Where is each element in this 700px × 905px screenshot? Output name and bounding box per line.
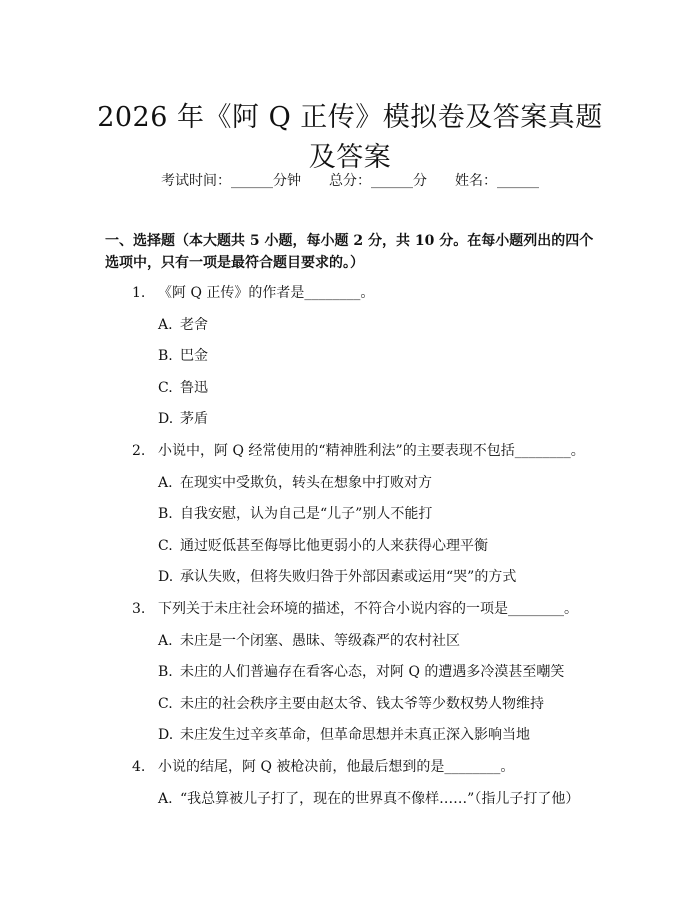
option-text: 通过贬低甚至侮辱比他更弱小的人来获得心理平衡 bbox=[180, 538, 488, 554]
option-letter: C. bbox=[158, 696, 173, 712]
option-text: 未庄发生过辛亥革命，但革命思想并未真正深入影响当地 bbox=[180, 727, 530, 743]
question-3-option-a bbox=[158, 631, 460, 651]
option-letter: D. bbox=[158, 569, 174, 585]
question-3-option-d bbox=[158, 725, 530, 745]
exam-time-field: 考试时间：______分钟 bbox=[161, 173, 301, 189]
question-number: 4. bbox=[132, 759, 146, 775]
question-4 bbox=[132, 757, 514, 777]
option-letter: C. bbox=[158, 380, 173, 396]
option-letter: B. bbox=[158, 664, 173, 680]
question-2 bbox=[132, 441, 585, 461]
question-text: 小说的结尾，阿 Q 被枪决前，他最后想到的是________。 bbox=[158, 759, 515, 775]
option-letter: A. bbox=[158, 791, 173, 807]
question-number: 3. bbox=[132, 601, 146, 617]
question-3-option-c bbox=[158, 694, 544, 714]
question-1-option-d bbox=[158, 409, 208, 429]
option-text: 未庄的人们普遍存在看客心态，对阿 Q 的遭遇多冷漠甚至嘲笑 bbox=[180, 664, 565, 680]
question-2-option-b bbox=[158, 504, 432, 524]
option-text: 未庄的社会秩序主要由赵太爷、钱太爷等少数权势人物维持 bbox=[180, 696, 544, 712]
option-text: 自我安慰，认为自己是“儿子”别人不能打 bbox=[180, 506, 433, 522]
total-score-field: 总分：______分 bbox=[329, 173, 427, 189]
option-text: 未庄是一个闭塞、愚昧、等级森严的农村社区 bbox=[180, 633, 460, 649]
exam-info-line bbox=[0, 170, 700, 190]
option-letter: B. bbox=[158, 348, 173, 364]
student-name-field: 姓名：______ bbox=[455, 173, 539, 189]
option-letter: D. bbox=[158, 411, 174, 427]
option-letter: B. bbox=[158, 506, 173, 522]
question-2-option-c bbox=[158, 536, 488, 556]
question-1-option-a bbox=[158, 315, 208, 335]
question-2-option-d bbox=[158, 567, 516, 587]
question-3 bbox=[132, 599, 578, 619]
option-text: 巴金 bbox=[180, 348, 208, 364]
document-title: 2026 年《阿 Q 正传》模拟卷及答案真题及答案 bbox=[97, 102, 603, 174]
option-text: 在现实中受欺负，转头在想象中打败对方 bbox=[180, 475, 432, 491]
option-text: “我总算被儿子打了，现在的世界真不像样……”（指儿子打了他） bbox=[180, 791, 580, 807]
question-2-option-a bbox=[158, 473, 432, 493]
option-letter: A. bbox=[158, 475, 173, 491]
option-text: 鲁迅 bbox=[180, 380, 208, 396]
question-text: 《阿 Q 正传》的作者是________。 bbox=[158, 285, 375, 301]
question-1-option-b bbox=[158, 346, 208, 366]
option-letter: D. bbox=[158, 727, 174, 743]
question-4-option-a bbox=[158, 789, 579, 809]
option-text: 茅盾 bbox=[180, 411, 208, 427]
question-text: 小说中，阿 Q 经常使用的“精神胜利法”的主要表现不包括________。 bbox=[158, 443, 585, 459]
question-3-option-b bbox=[158, 662, 564, 682]
question-1 bbox=[132, 283, 374, 303]
option-text: 老舍 bbox=[180, 317, 208, 333]
question-number: 1. bbox=[132, 285, 146, 301]
section-heading: 一、选择题（本大题共 5 小题，每小题 2 分，共 10 分。在每小题列出的四个选项中，只有一项是最符合题目要求的。） bbox=[105, 233, 594, 271]
option-letter: A. bbox=[158, 317, 173, 333]
option-text: 承认失败，但将失败归咎于外部因素或运用“哭”的方式 bbox=[180, 569, 517, 585]
question-number: 2. bbox=[132, 443, 146, 459]
question-1-option-c bbox=[158, 378, 208, 398]
option-letter: A. bbox=[158, 633, 173, 649]
option-letter: C. bbox=[158, 538, 173, 554]
question-text: 下列关于未庄社会环境的描述，不符合小说内容的一项是________。 bbox=[158, 601, 578, 617]
